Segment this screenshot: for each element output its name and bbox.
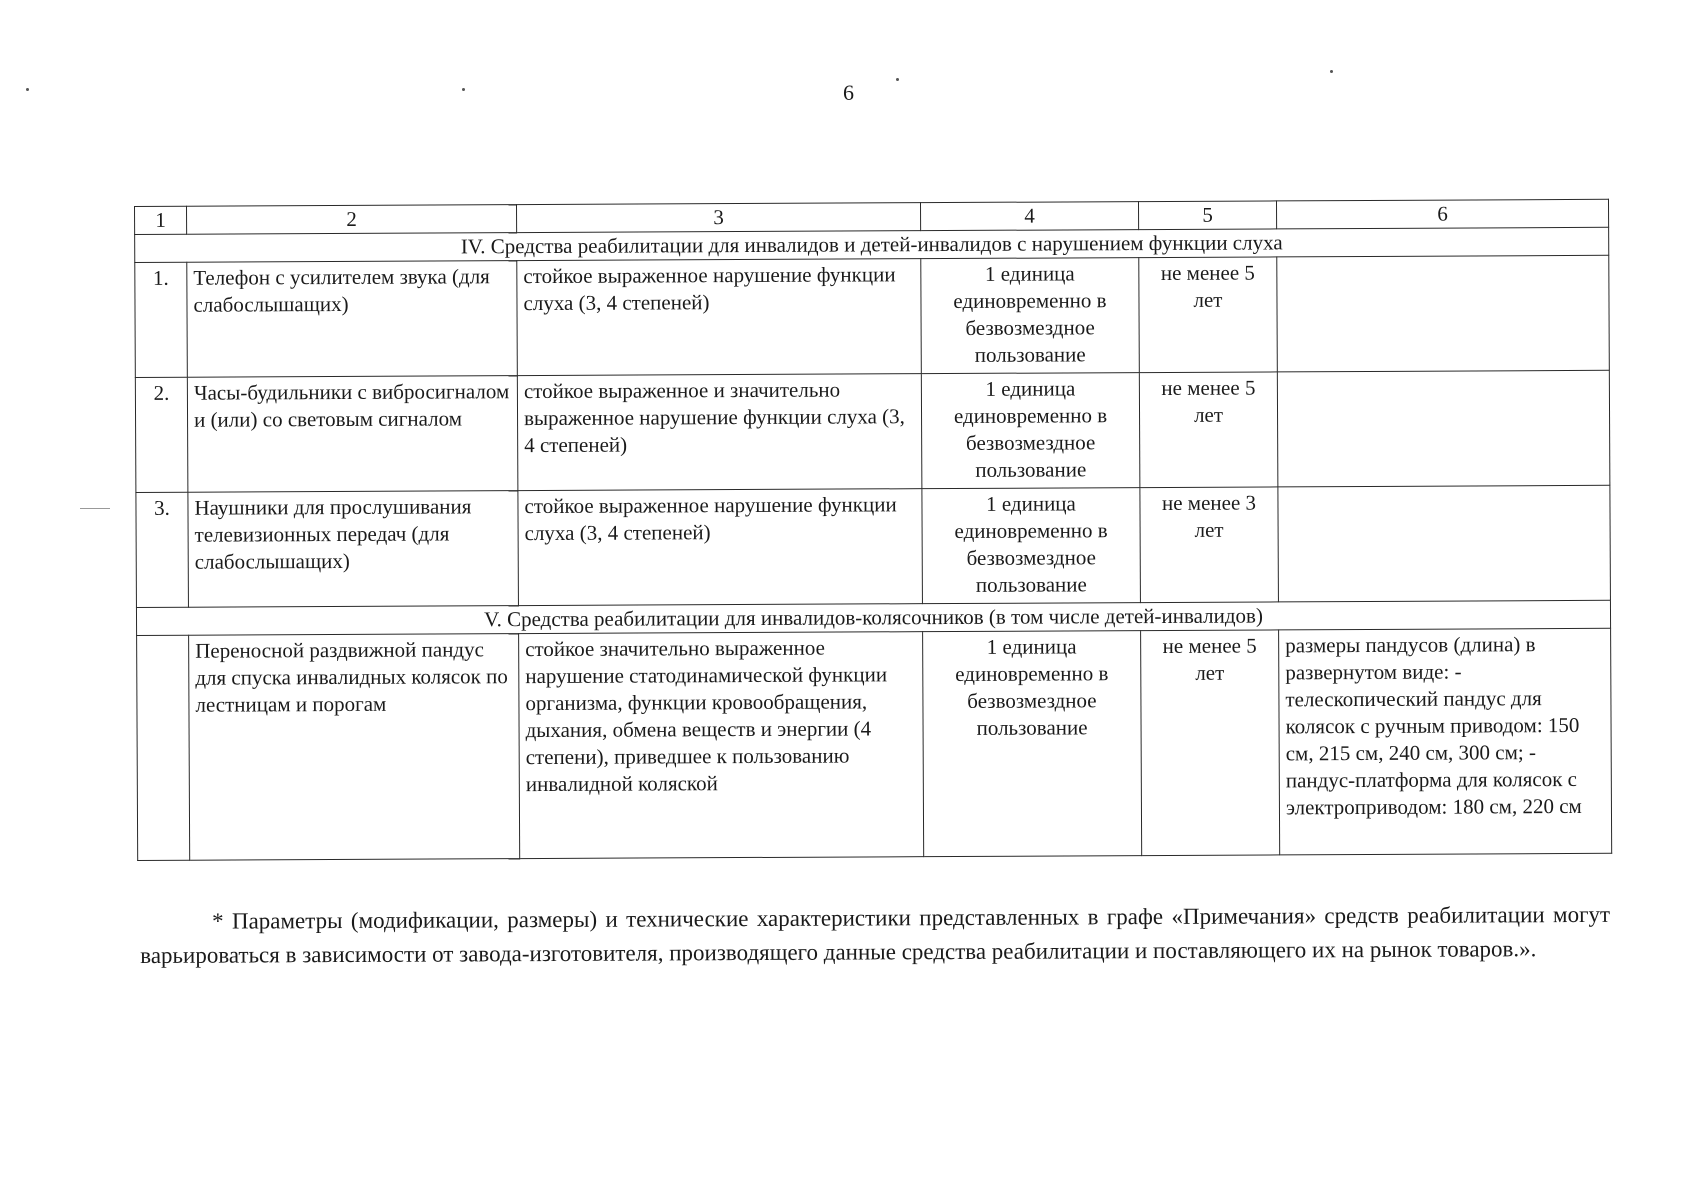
table-row: [135, 370, 1610, 492]
column-number-cell: 2: [187, 205, 517, 235]
row-number: [137, 635, 190, 860]
item-term: не менее 5 лет: [1139, 257, 1278, 373]
table-row: [136, 485, 1611, 607]
row-number: 1.: [135, 262, 188, 377]
footnote-paragraph: * Параметры (модификации, размеры) и технические характеристики представленных в графе «Примечания» средств реабилитации могут варьироваться в зависимости от завода-изготовителя, производящего данные средства реабилитации и поставляющего их на рынок товаров.».: [140, 901, 1611, 968]
item-name: Наушники для прослушивания телевизионных передач (для слабослышащих): [188, 491, 519, 608]
table-row: [135, 255, 1610, 377]
scan-margin-mark: [80, 508, 110, 509]
page-number: 6: [843, 80, 854, 105]
item-term: не менее 5 лет: [1141, 630, 1280, 856]
column-number-cell: 1: [135, 206, 187, 234]
scan-speck: [26, 88, 29, 91]
scan-speck: [462, 88, 465, 91]
item-note: [1277, 255, 1610, 372]
item-quantity: 1 единица единовременно в безвозмездное пользование: [923, 631, 1142, 857]
column-number-cell: 4: [920, 202, 1138, 231]
item-indication: стойкое выраженное и значительно выраженное нарушение функции слуха (3, 4 степеней): [517, 374, 922, 491]
item-term: не менее 5 лет: [1139, 372, 1278, 488]
item-name: Переносной раздвижной пандус для спуска инвалидных колясок по лестницам и порогам: [189, 634, 520, 861]
item-note: [1278, 485, 1611, 602]
column-number-cell: 5: [1138, 201, 1276, 230]
section-title: IV. Средства реабилитации для инвалидов и детей-инвалидов с нарушением функции слуха: [135, 227, 1609, 262]
item-note: размеры пандусов (длина) в развернутом виде: - телескопический пандус для колясок с ручным приводом: 150 см, 215 см, 240 см, 300 см; - пандус-платформа для колясок с электроприводом: 180 см, 220 см: [1279, 628, 1612, 855]
item-name: Часы-будильники с вибросигналом и (или) со световым сигналом: [187, 376, 518, 493]
scan-speck: [896, 78, 899, 81]
table-row: [137, 628, 1612, 860]
item-term: не менее 3 лет: [1140, 487, 1279, 603]
row-number: 3.: [136, 492, 189, 607]
column-number-cell: 3: [516, 203, 920, 233]
item-name: Телефон с усилителем звука (для слабослышащих): [187, 261, 518, 378]
item-indication: стойкое значительно выраженное нарушение статодинамической функции организма, функции кровообращения, дыхания, обмена веществ и энергии (4 степени), приведшее к пользованию инвалидной коляской: [519, 632, 924, 859]
item-quantity: 1 единица единовременно в безвозмездное пользование: [921, 373, 1140, 489]
item-indication: стойкое выраженное нарушение функции слуха (3, 4 степеней): [518, 489, 923, 606]
item-quantity: 1 единица единовременно в безвозмездное пользование: [921, 258, 1140, 374]
item-note: [1277, 370, 1610, 487]
row-number: 2.: [135, 377, 188, 492]
item-indication: стойкое выраженное нарушение функции слуха (3, 4 степеней): [517, 259, 922, 376]
rehabilitation-means-table: [134, 199, 1612, 861]
section-title: V. Средства реабилитации для инвалидов-колясочников (в том числе детей-инвалидов): [136, 600, 1610, 635]
item-quantity: 1 единица единовременно в безвозмездное пользование: [922, 488, 1141, 604]
scan-speck: [1330, 70, 1333, 73]
column-number-cell: 6: [1276, 199, 1608, 229]
